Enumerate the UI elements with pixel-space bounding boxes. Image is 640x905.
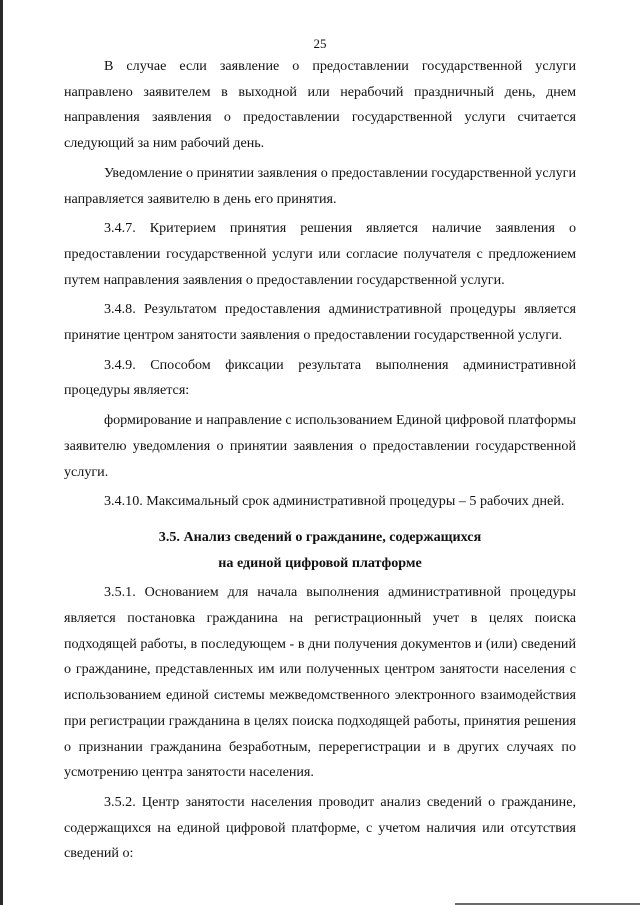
paragraph: формирование и направление с использованием Единой цифровой платформы заявителю уведомления о принятии заявления о предоставлении государственной услуги. bbox=[64, 412, 576, 480]
scan-left-edge bbox=[0, 0, 3, 905]
section-heading-line: 3.5. Анализ сведений о гражданине, содержащихся bbox=[158, 528, 482, 545]
paragraph: Уведомление о принятии заявления о предоставлении государственной услуги направляется заявителю в день его принятия. bbox=[64, 164, 576, 207]
paragraph: 3.5.1. Основанием для начала выполнения административной процедуры является постановка гражданина на регистрационный учет в целях поиска подходящей работы, в последующем - в дни получения документов и (или) сведений о гражданине, представленных им или полученных центром занятости населения с использованием единой системы межведомственного электронного взаимодействия при регистрации гражданина в целях поиска подходящей работы, принятия решения о признании гражданина безработным, перерегистрации и в других случаях по усмотрению центра занятости населения. bbox=[64, 584, 576, 781]
paragraph: 3.4.9. Способом фиксации результата выполнения административной процедуры является: bbox=[64, 356, 576, 399]
paragraph: 3.4.8. Результатом предоставления административной процедуры является принятие центром занятости заявления о предоставлении государственной услуги. bbox=[64, 301, 576, 344]
section-heading bbox=[64, 525, 576, 576]
document-body bbox=[64, 54, 576, 871]
paragraph: В случае если заявление о предоставлении государственной услуги направлено заявителем в выходной или нерабочий праздничный день, днем направления заявления о предоставлении государственной услуги считается следующий за ним рабочий день. bbox=[64, 58, 576, 152]
section-heading-line: на единой цифровой платформе bbox=[218, 554, 422, 571]
paragraph: 3.4.10. Максимальный срок административной процедуры – 5 рабочих дней. bbox=[104, 493, 565, 510]
paragraph: 3.4.7. Критерием принятия решения является наличие заявления о предоставлении государственной услуги или согласие получателя с предложением путем направления заявления о предоставлении государственной услуги. bbox=[64, 220, 576, 288]
page-number: 25 bbox=[313, 36, 327, 51]
paragraph: 3.5.2. Центр занятости населения проводит анализ сведений о гражданине, содержащихся на единой цифровой платформе, с учетом наличия или отсутствия сведений о: bbox=[64, 793, 576, 862]
